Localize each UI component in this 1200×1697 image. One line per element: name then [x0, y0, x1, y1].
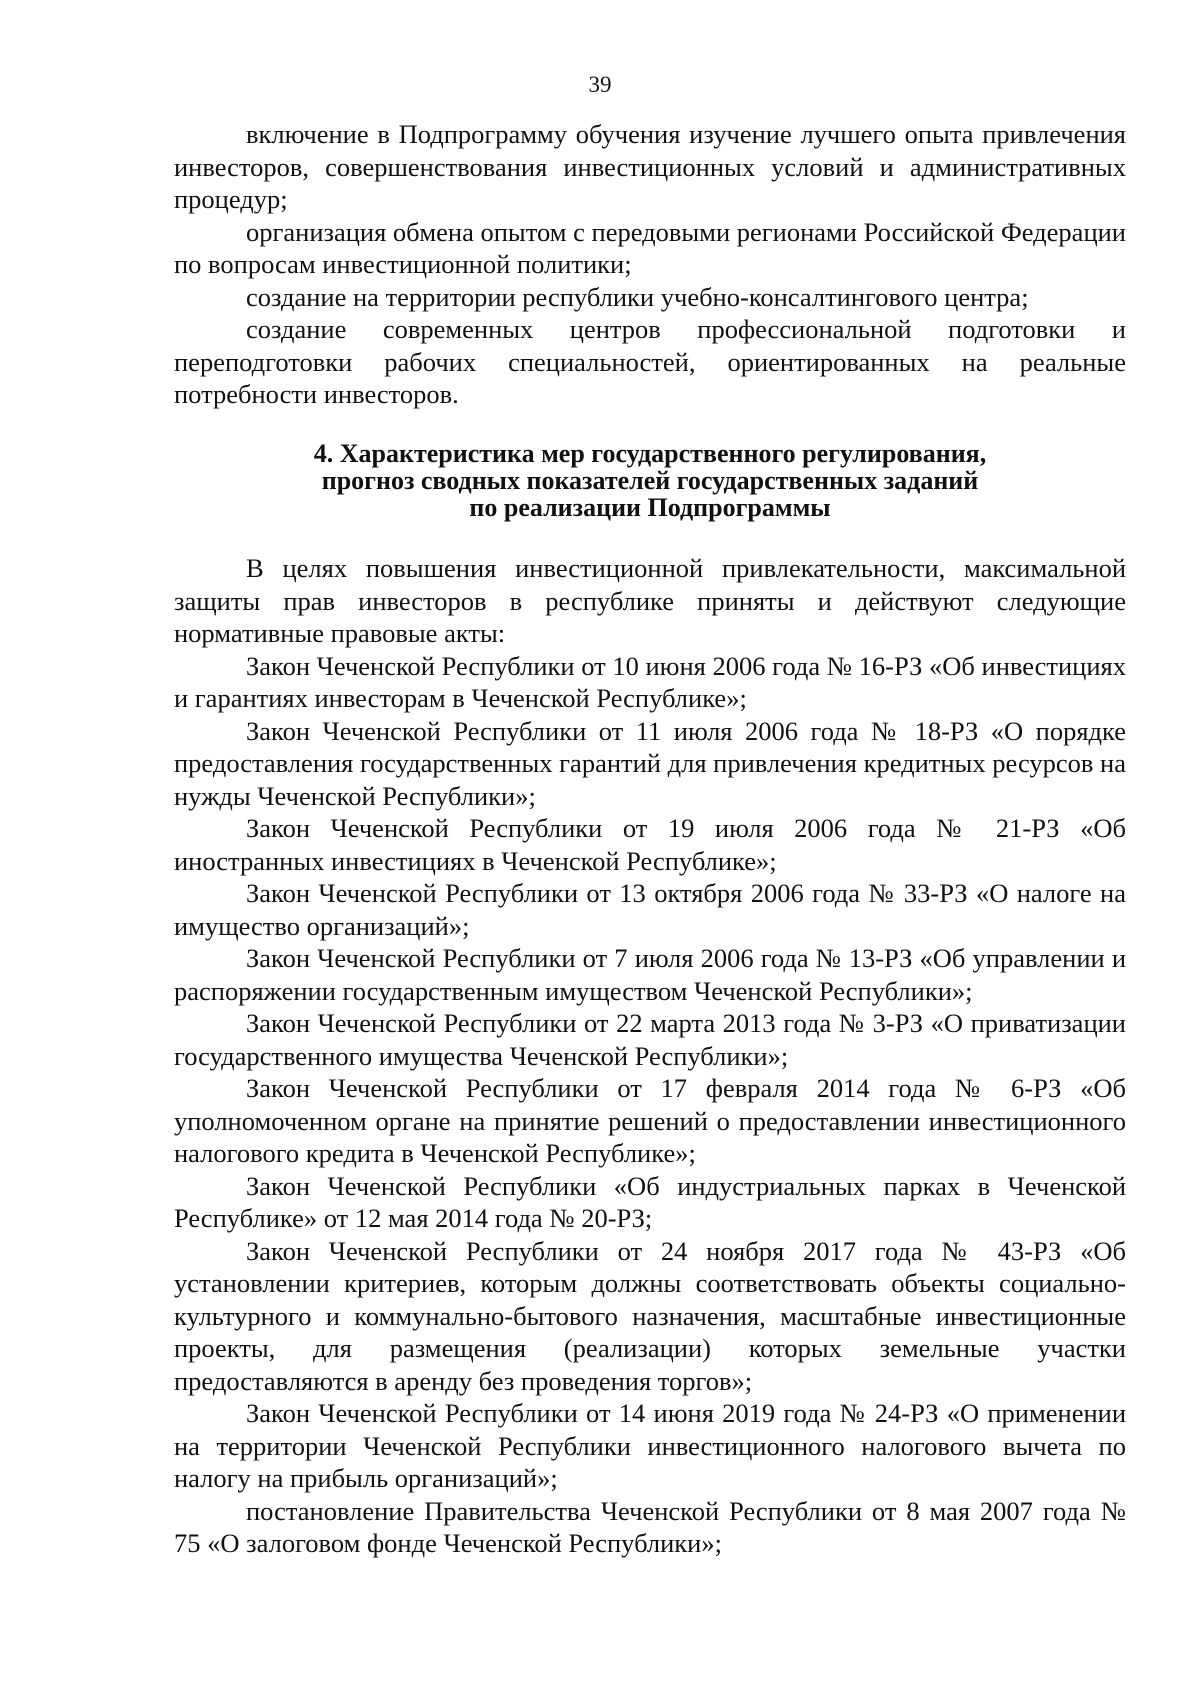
section-heading-line: по реализации Подпрограммы [469, 493, 831, 522]
paragraph-experience-exchange: организация обмена опытом с передовыми регионами Российской Федерации по вопросам инвестиционной политики; [174, 216, 1126, 279]
page-number: 39 [588, 72, 612, 97]
paragraph-law-13: Закон Чеченской Республики от 7 июля 2006 года № 13-РЗ «Об управлении и распоряжении государственным имуществом Чеченской Республики»; [174, 943, 1126, 1006]
paragraph-law-3: Закон Чеченской Республики от 22 марта 2013 года № 3-РЗ «О приватизации государственного имущества Чеченской Республики»; [174, 1008, 1126, 1071]
paragraph-law-21: Закон Чеченской Республики от 19 июля 2006 года № 21-РЗ «Об иностранных инвестициях в Чеченской Республике»; [174, 813, 1126, 876]
paragraph-training-centers: создание современных центров профессиональной подготовки и переподготовки рабочих специальностей, ориентированных на реальные потребности инвесторов. [174, 314, 1126, 409]
paragraph-law-33: Закон Чеченской Республики от 13 октября 2006 года № 33-РЗ «О налоге на имущество организаций»; [174, 878, 1126, 941]
paragraph-resolution-75: постановление Правительства Чеченской Республики от 8 мая 2007 года № 75 «О залоговом фонде Чеченской Республики»; [174, 1495, 1126, 1558]
paragraph-consulting-center: создание на территории республики учебно-консалтингового центра; [246, 281, 1029, 312]
section-heading-line: 4. Характеристика мер государственного регулирования, [313, 439, 987, 468]
paragraph-law-6: Закон Чеченской Республики от 17 февраля 2014 года № 6-РЗ «Об уполномоченном органе на принятие решений о предоставлении инвестиционного налогового кредита в Чеченской Республике»; [174, 1073, 1126, 1168]
paragraph-intro: В целях повышения инвестиционной привлекательности, максимальной защиты прав инвесторов в республике приняты и действуют следующие нормативные правовые акты: [174, 553, 1126, 648]
top-text-block [174, 118, 1126, 411]
section-heading [174, 440, 1126, 521]
main-text-block [174, 552, 1126, 1560]
paragraph-law-24: Закон Чеченской Республики от 14 июня 2019 года № 24-РЗ «О применении на территории Чеченской Республики инвестиционного налогового вычета по налогу на прибыль организаций»; [174, 1398, 1126, 1493]
paragraph-law-16: Закон Чеченской Республики от 10 июня 2006 года № 16-РЗ «Об инвестициях и гарантиях инвесторам в Чеченской Республике»; [174, 650, 1126, 713]
section-heading-line: прогноз сводных показателей государственных заданий [321, 466, 979, 495]
paragraph-training-inclusion: включение в Подпрограмму обучения изучение лучшего опыта привлечения инвесторов, совершенствования инвестиционных условий и административных процедур; [174, 119, 1126, 214]
paragraph-law-43: Закон Чеченской Республики от 24 ноября 2017 года № 43-РЗ «Об установлении критериев, которым должны соответствовать объекты социально-культурного и коммунально-бытового назначения, масштабные инвестиционные проекты, для размещения (реализации) которых земельные участки предоставляются в аренду без проведения торгов»; [174, 1235, 1126, 1396]
paragraph-law-18: Закон Чеченской Республики от 11 июля 2006 года № 18-РЗ «О порядке предоставления государственных гарантий для привлечения кредитных ресурсов на нужды Чеченской Республики»; [174, 715, 1126, 811]
paragraph-law-20: Закон Чеченской Республики «Об индустриальных парках в Чеченской Республике» от 12 мая 2014 года № 20-РЗ; [174, 1170, 1126, 1233]
